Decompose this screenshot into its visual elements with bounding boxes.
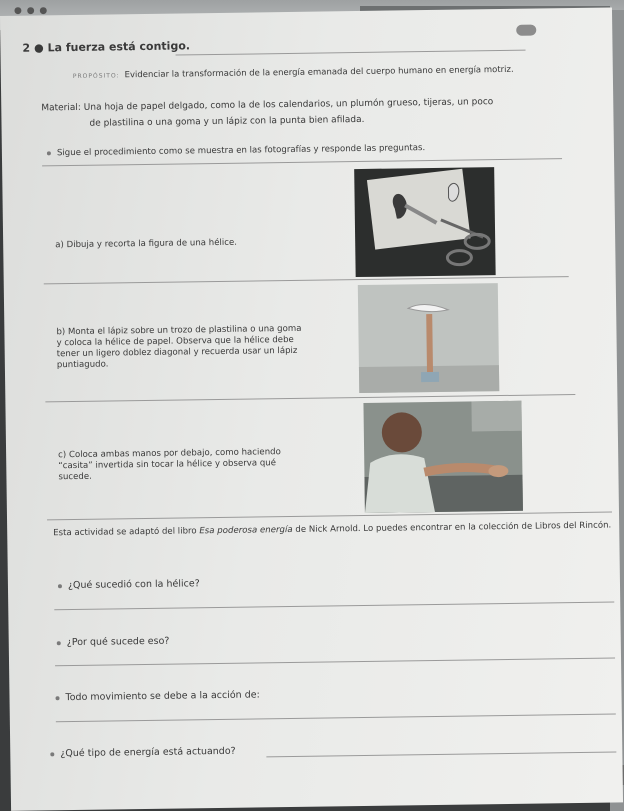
worksheet-page: [0, 7, 623, 810]
title-rule: [176, 50, 526, 56]
step-c-text: c) Coloca ambas manos por debajo, como haciendo “casita” invertida sin tocar la hélice y observa qué sucede.: [58, 447, 281, 483]
instructions-text: Sigue el procedimiento como se muestra en las fotografías y responde las preguntas.: [56, 143, 426, 159]
note-book-title: Esa poderosa energía: [199, 524, 293, 537]
photo-boy-hands: [363, 401, 523, 513]
instructions: [47, 143, 425, 158]
material-line-1: Material: Una hoja de papel delgado, como la de los calendarios, un plumón grueso, tijeras, un poco: [41, 97, 494, 114]
instructions-bullet: [47, 151, 51, 155]
step-b-text: b) Monta el lápiz sobre un trozo de plastilina o una goma y coloca la hélice de papel. Observa que la hélice debe tener un ligero doblez diagonal y recuerda usar un lápiz puntiagudo.: [56, 323, 302, 371]
note-prefix: Esta actividad se adaptó del libro: [53, 526, 200, 539]
answer-line-4: [266, 751, 616, 757]
question-2: [57, 636, 170, 649]
q3-bullet: [55, 696, 59, 700]
q1-text: ¿Qué sucedió con la hélice?: [67, 578, 200, 592]
purpose-line: [73, 65, 514, 81]
q2-text: ¿Por qué sucede eso?: [66, 635, 170, 649]
table-top-rule: [42, 158, 562, 166]
q3-text: Todo movimiento se debe a la acción de:: [65, 689, 260, 704]
question-4: [50, 746, 236, 760]
material-line-2: de plastilina o una goma y un lápiz con la punta bien afilada.: [89, 114, 365, 129]
answer-line-2: [55, 657, 615, 666]
activity-heading: [22, 39, 190, 54]
q4-text: ¿Qué tipo de energía está actuando?: [60, 745, 236, 760]
photo-pencil-propeller: [358, 283, 499, 393]
corner-badge: [516, 25, 536, 36]
heading-bullet: ●: [34, 41, 48, 55]
question-3: [55, 689, 259, 703]
purpose-label: PROPÓSITO:: [72, 72, 120, 80]
q2-bullet: [57, 641, 61, 645]
answer-line-3: [56, 713, 616, 722]
activity-number: 2: [22, 41, 31, 55]
purpose-text: Evidenciar la transformación de la energía emanada del cuerpo humano en energía motriz.: [124, 64, 514, 81]
answer-line-1: [54, 601, 614, 610]
q4-bullet: [50, 752, 54, 756]
step-a-text: a) Dibuja y recorta la figura de una hélice.: [55, 237, 238, 251]
dots-decoration: ● ● ●: [14, 6, 49, 16]
note-suffix: de Nick Arnold. Lo puedes encontrar en la colección de Libros del Rincón.: [292, 520, 612, 535]
q1-bullet: [58, 584, 62, 588]
source-note: [53, 519, 613, 539]
row-rule-c: [47, 512, 612, 521]
photo-paper-propeller-scissors: [354, 167, 495, 277]
question-1: [58, 578, 200, 591]
activity-title: La fuerza está contigo.: [47, 39, 191, 55]
material-block: [41, 93, 561, 132]
